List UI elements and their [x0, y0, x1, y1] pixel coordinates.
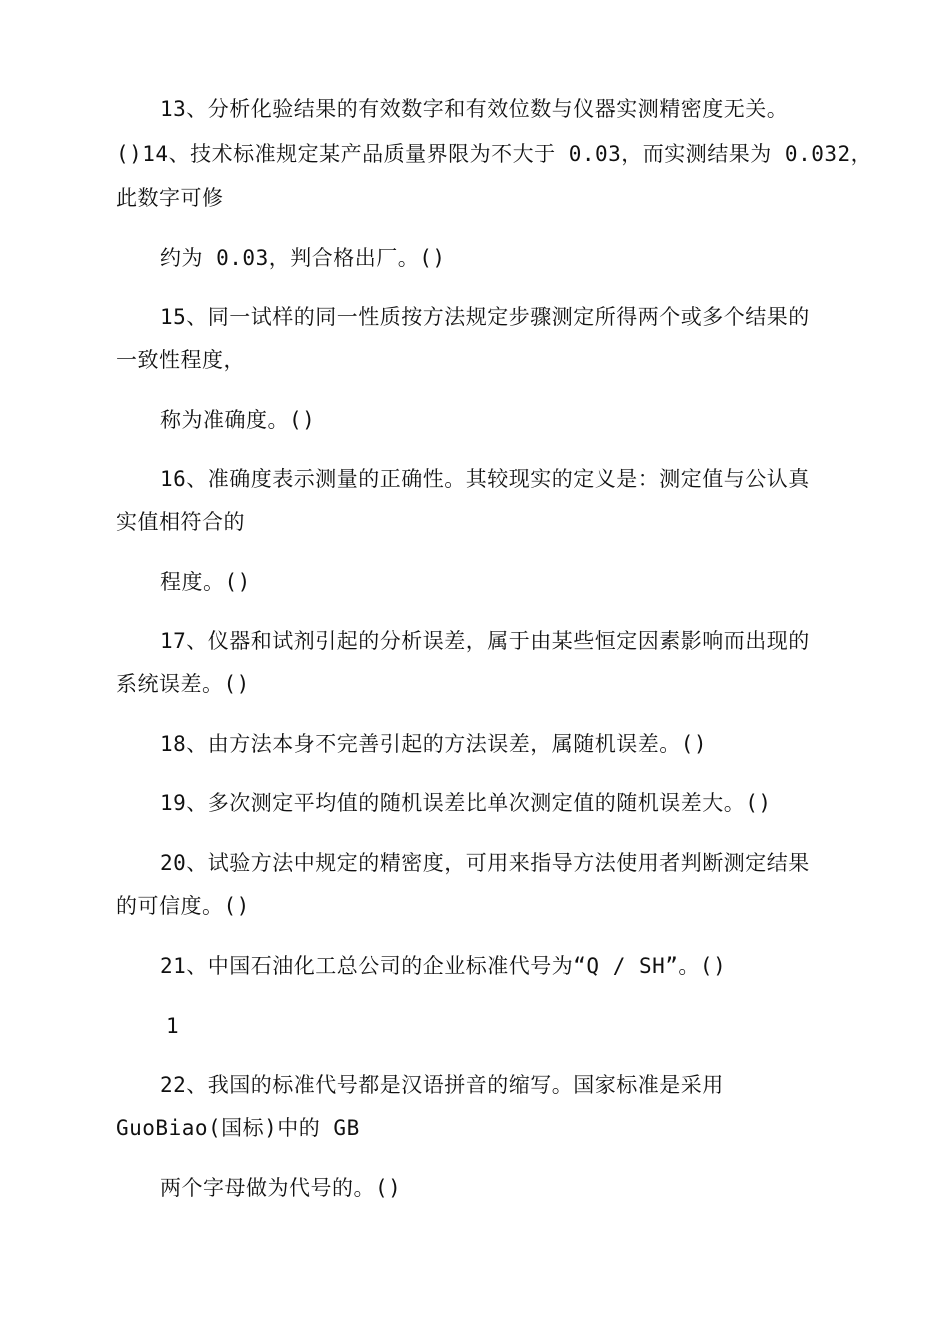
paragraph-line: ()14、技术标准规定某产品质量界限为不大于 0.03，而实测结果为 0.032， [116, 142, 873, 166]
paragraph-line: 称为准确度。() [160, 408, 316, 432]
paragraph-line: 18、由方法本身不完善引起的方法误差，属随机误差。() [160, 732, 708, 756]
paragraph-line: 约为 0.03，判合格出厂。() [160, 246, 446, 270]
paragraph-line: 此数字可修 [116, 186, 224, 210]
paragraph-line: 16、准确度表示测量的正确性。其较现实的定义是：测定值与公认真 [160, 467, 810, 491]
paragraph-line: 实值相符合的 [116, 510, 245, 534]
paragraph-line: 17、仪器和试剂引起的分析误差，属于由某些恒定因素影响而出现的 [160, 629, 810, 653]
paragraph-line: 21、中国石油化工总公司的企业标准代号为“Q / SH”。() [160, 954, 727, 978]
paragraph-line: 程度。() [160, 570, 251, 594]
paragraph-line: 的可信度。() [116, 894, 250, 918]
paragraph-line: GuoBiao(国标)中的 GB [116, 1116, 360, 1140]
paragraph-line: 19、多次测定平均值的随机误差比单次测定值的随机误差大。() [160, 791, 772, 815]
paragraph-line: 15、同一试样的同一性质按方法规定步骤测定所得两个或多个结果的 [160, 305, 810, 329]
paragraph-line: 一致性程度， [116, 348, 245, 372]
paragraph-line: 13、分析化验结果的有效数字和有效位数与仪器实测精密度无关。 [160, 97, 789, 121]
paragraph-line: 22、我国的标准代号都是汉语拼音的缩写。国家标准是采用 [160, 1073, 724, 1097]
page-number: 1 [166, 1014, 180, 1038]
paragraph-line: 系统误差。() [116, 672, 250, 696]
paragraph-line: 20、试验方法中规定的精密度，可用来指导方法使用者判断测定结果 [160, 851, 810, 875]
paragraph-line: 两个字母做为代号的。() [160, 1176, 402, 1200]
